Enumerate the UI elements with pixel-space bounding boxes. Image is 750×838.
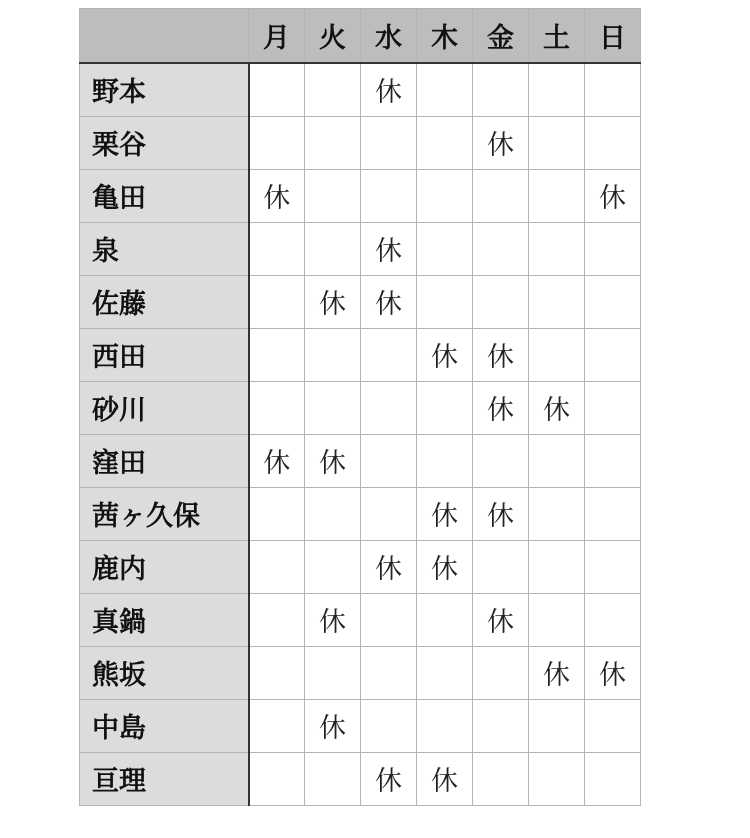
day-cell[interactable]	[305, 328, 361, 381]
day-cell[interactable]	[529, 116, 585, 169]
table-row	[80, 540, 641, 593]
day-cell[interactable]	[417, 381, 473, 434]
day-cell[interactable]	[585, 540, 641, 593]
schedule-table	[79, 8, 641, 806]
employee-name: 亘理	[80, 752, 249, 805]
day-cell[interactable]	[417, 646, 473, 699]
employee-name: 熊坂	[80, 646, 249, 699]
day-cell[interactable]	[417, 699, 473, 752]
day-cell[interactable]	[361, 487, 417, 540]
day-cell[interactable]	[305, 540, 361, 593]
table-row	[80, 487, 641, 540]
table-row	[80, 116, 641, 169]
day-cell[interactable]	[585, 593, 641, 646]
day-cell[interactable]	[585, 63, 641, 116]
day-cell[interactable]	[585, 222, 641, 275]
day-cell[interactable]	[361, 434, 417, 487]
day-cell[interactable]: 休	[529, 381, 585, 434]
day-cell[interactable]	[361, 593, 417, 646]
day-cell[interactable]	[361, 381, 417, 434]
day-cell[interactable]	[249, 593, 305, 646]
day-cell[interactable]: 休	[361, 540, 417, 593]
employee-name: 佐藤	[80, 275, 249, 328]
employee-name: 中島	[80, 699, 249, 752]
day-cell[interactable]	[585, 328, 641, 381]
day-cell[interactable]	[417, 434, 473, 487]
day-cell[interactable]	[529, 169, 585, 222]
employee-name: 窪田	[80, 434, 249, 487]
employee-name: 砂川	[80, 381, 249, 434]
day-cell[interactable]: 休	[473, 593, 529, 646]
day-cell[interactable]	[585, 381, 641, 434]
header-row	[80, 9, 641, 64]
day-cell[interactable]: 休	[305, 275, 361, 328]
day-cell[interactable]	[417, 116, 473, 169]
day-cell[interactable]: 休	[473, 116, 529, 169]
table-row	[80, 381, 641, 434]
day-cell[interactable]	[529, 275, 585, 328]
table-row	[80, 222, 641, 275]
employee-name: 栗谷	[80, 116, 249, 169]
day-cell[interactable]	[585, 275, 641, 328]
day-cell[interactable]	[305, 63, 361, 116]
day-cell[interactable]	[305, 487, 361, 540]
employee-name: 茜ヶ久保	[80, 487, 249, 540]
day-cell[interactable]	[249, 63, 305, 116]
table-row	[80, 752, 641, 805]
day-cell[interactable]	[417, 63, 473, 116]
day-cell[interactable]	[249, 116, 305, 169]
day-cell[interactable]	[529, 752, 585, 805]
day-cell[interactable]: 休	[473, 487, 529, 540]
table-row	[80, 593, 641, 646]
day-cell[interactable]: 休	[305, 699, 361, 752]
day-cell[interactable]	[473, 434, 529, 487]
day-cell[interactable]: 休	[361, 222, 417, 275]
day-cell[interactable]: 休	[249, 434, 305, 487]
day-cell[interactable]: 休	[361, 63, 417, 116]
day-cell[interactable]	[529, 63, 585, 116]
employee-name: 亀田	[80, 169, 249, 222]
day-cell[interactable]	[529, 222, 585, 275]
day-cell[interactable]	[249, 646, 305, 699]
day-cell[interactable]	[473, 540, 529, 593]
day-cell[interactable]	[417, 169, 473, 222]
day-cell[interactable]: 休	[305, 593, 361, 646]
day-cell[interactable]: 休	[417, 487, 473, 540]
employee-name: 野本	[80, 63, 249, 116]
day-cell[interactable]: 休	[473, 328, 529, 381]
day-cell[interactable]	[417, 593, 473, 646]
day-cell[interactable]: 休	[473, 381, 529, 434]
employee-name: 鹿内	[80, 540, 249, 593]
day-cell[interactable]: 休	[417, 752, 473, 805]
table-row	[80, 646, 641, 699]
day-cell[interactable]: 休	[417, 540, 473, 593]
day-cell[interactable]: 休	[361, 275, 417, 328]
day-cell[interactable]	[529, 487, 585, 540]
day-cell[interactable]	[585, 699, 641, 752]
day-cell[interactable]: 休	[585, 169, 641, 222]
day-cell[interactable]	[305, 116, 361, 169]
day-cell[interactable]	[529, 699, 585, 752]
day-header: 木	[417, 9, 473, 64]
day-cell[interactable]	[473, 169, 529, 222]
table-row	[80, 275, 641, 328]
day-cell[interactable]: 休	[361, 752, 417, 805]
day-cell[interactable]	[249, 328, 305, 381]
day-cell[interactable]	[249, 487, 305, 540]
day-cell[interactable]	[473, 63, 529, 116]
corner-cell	[80, 9, 249, 64]
day-cell[interactable]	[529, 434, 585, 487]
day-cell[interactable]	[417, 222, 473, 275]
day-cell[interactable]	[585, 752, 641, 805]
day-cell[interactable]	[305, 646, 361, 699]
day-cell[interactable]	[361, 116, 417, 169]
day-cell[interactable]	[473, 222, 529, 275]
day-cell[interactable]	[473, 646, 529, 699]
day-cell[interactable]: 休	[529, 646, 585, 699]
day-cell[interactable]	[249, 381, 305, 434]
table-row	[80, 699, 641, 752]
day-cell[interactable]	[529, 540, 585, 593]
day-cell[interactable]	[249, 699, 305, 752]
day-cell[interactable]	[249, 275, 305, 328]
day-cell[interactable]	[361, 699, 417, 752]
day-header: 水	[361, 9, 417, 64]
day-cell[interactable]	[249, 752, 305, 805]
day-header: 金	[473, 9, 529, 64]
table-row	[80, 434, 641, 487]
day-cell[interactable]	[585, 434, 641, 487]
day-cell[interactable]: 休	[305, 434, 361, 487]
day-cell[interactable]	[361, 646, 417, 699]
day-cell[interactable]: 休	[249, 169, 305, 222]
day-header: 土	[529, 9, 585, 64]
day-cell[interactable]	[417, 275, 473, 328]
day-cell[interactable]	[361, 169, 417, 222]
day-cell[interactable]	[249, 540, 305, 593]
day-cell[interactable]	[473, 752, 529, 805]
day-cell[interactable]	[585, 487, 641, 540]
day-cell[interactable]	[473, 699, 529, 752]
day-cell[interactable]: 休	[585, 646, 641, 699]
employee-name: 真鍋	[80, 593, 249, 646]
employee-name: 泉	[80, 222, 249, 275]
day-header: 火	[305, 9, 361, 64]
table-row	[80, 328, 641, 381]
day-cell[interactable]	[361, 328, 417, 381]
day-header: 月	[249, 9, 305, 64]
day-cell[interactable]	[305, 169, 361, 222]
day-cell[interactable]	[585, 116, 641, 169]
day-cell[interactable]	[473, 275, 529, 328]
day-cell[interactable]	[249, 222, 305, 275]
table-row	[80, 169, 641, 222]
day-cell[interactable]	[305, 222, 361, 275]
table-row	[80, 63, 641, 116]
day-cell[interactable]	[305, 381, 361, 434]
day-header: 日	[585, 9, 641, 64]
employee-name: 西田	[80, 328, 249, 381]
day-cell[interactable]	[305, 752, 361, 805]
day-cell[interactable]	[529, 328, 585, 381]
day-cell[interactable]: 休	[417, 328, 473, 381]
day-cell[interactable]	[529, 593, 585, 646]
